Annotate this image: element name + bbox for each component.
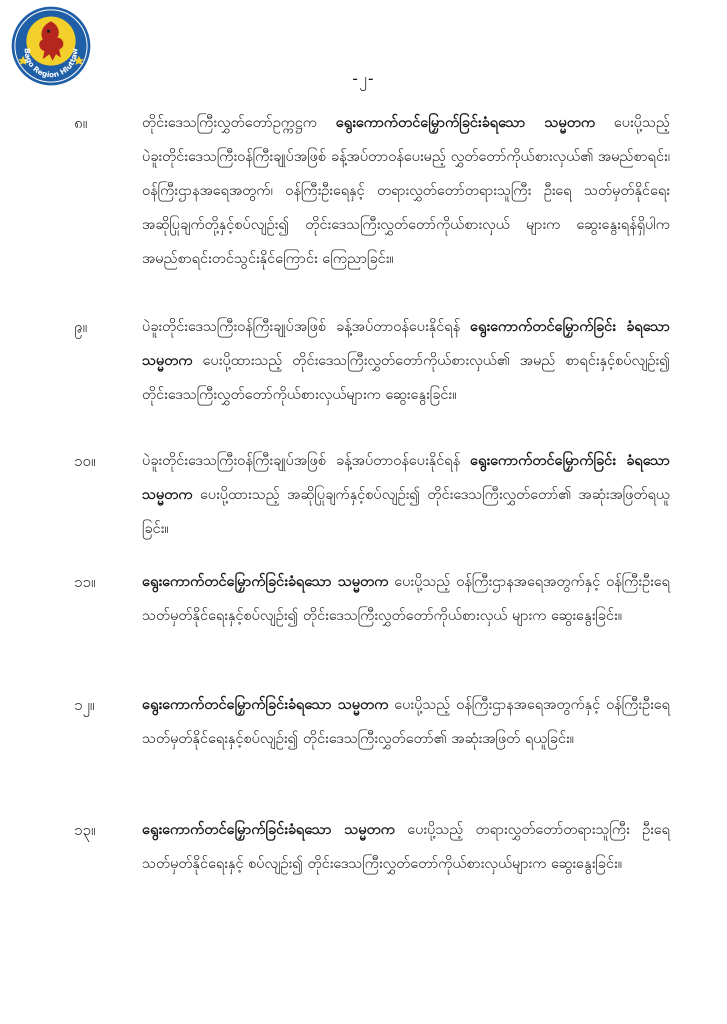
- item-text-bold: ရွေးကောက်တင်မြှောက်ခြင်းခံရသော သမ္မတက: [335, 115, 596, 131]
- item-text-post: ပေးပို့သည့် ဝန်ကြီးဌာနအရေအတွက်နှင့် ဝန်ကြီးဦးရေ သတ်မှတ်နိုင်ရေးနှင့်စပ်လျဉ်း၍ တိုင်းဒေသကြီးလွှတ်တော်ကိုယ်စားလှယ် များက ဆွေးနွေးခြင်း။: [142, 574, 670, 624]
- item-number: ၁၃။: [74, 821, 96, 839]
- item-text-post: ပေးပို့သည့် ဝန်ကြီးဌာနအရေအတွက်နှင့် ဝန်ကြီးဦးရေသတ်မှတ်နိုင်ရေးနှင့်စပ်လျဉ်း၍ တိုင်းဒေသကြီးလွှတ်တော်၏ အဆုံးအဖြတ် ရယူခြင်း။: [142, 697, 670, 747]
- logo-text: Bago Region Hluttaw: [22, 47, 80, 80]
- item-text-bold: ရွေးကောက်တင်မြှောက်ခြင်း ခံရသော သမ္မတက: [142, 453, 670, 503]
- item-text: [142, 688, 670, 756]
- item-text: [142, 813, 670, 881]
- item-text-bold: ရွေးကောက်တင်မြှောက်ခြင်းခံရသော သမ္မတက: [142, 574, 389, 590]
- item-text-bold: ရွေးကောက်တင်မြှောက်ခြင်းခံရသော သမ္မတက: [142, 822, 395, 838]
- item-text: [142, 565, 670, 633]
- item-text-bold: ရွေးကောက်တင်မြှောက်ခြင်း ခံရသော သမ္မတက: [142, 319, 670, 369]
- item-text-pre: ပဲခူးတိုင်းဒေသကြီးဝန်ကြီးချုပ်အဖြစ် ခန့်အပ်တာဝန်ပေးနိုင်ရန်: [142, 319, 471, 335]
- item-text-post: ပေးပို့သည့် တရားလွှတ်တော်တရားသူကြီး ဦးရေ သတ်မှတ်နိုင်ရေးနှင့် စပ်လျဉ်း၍ တိုင်းဒေသကြီးလွှတ်တော်ကိုယ်စားလှယ်များက ဆွေးနွေးခြင်း။: [142, 822, 670, 872]
- item-text: [142, 444, 670, 546]
- item-text-pre: ပဲခူးတိုင်းဒေသကြီးဝန်ကြီးချုပ်အဖြစ် ခန့်အပ်တာဝန်ပေးနိုင်ရန်: [142, 453, 471, 469]
- item-number: ၈။: [74, 114, 88, 132]
- item-text: [142, 310, 670, 412]
- page-number: -၂-: [352, 69, 375, 88]
- item-number: ၁၁။: [74, 573, 96, 591]
- item-text-post: ပေးပို့ထားသည့် တိုင်းဒေသကြီးလွှတ်တော်ကိုယ်စားလှယ်၏ အမည် စာရင်းနှင့်စပ်လျဉ်း၍ တိုင်းဒေသကြီးလွှတ်တော်ကိုယ်စားလှယ်များက ဆွေးနွေးခြင်း။: [142, 353, 670, 403]
- item-number: ၁၀။: [74, 452, 96, 470]
- item-text-bold: ရွေးကောက်တင်မြှောက်ခြင်းခံရသော သမ္မတက: [142, 697, 389, 713]
- item-text-post: ပေးပို့သည့် ပဲခူးတိုင်းဒေသကြီးဝန်ကြီးချုပ်အဖြစ် ခန့်အပ်တာဝန်ပေးမည့် လွှတ်တော်ကိုယ်စားလှယ်၏ အမည်စာရင်း၊ ဝန်ကြီးဌာနအရေအတွက်၊ ဝန်ကြီးဦးရေနှင့် တရားလွှတ်တော်တရားသူကြီး ဦးရေ သတ်မှတ်နိုင်ရေး အဆိုပြုချက်တို့နှင့်စပ်လျဉ်း၍ တိုင်းဒေသကြီးလွှတ်တော်ကိုယ်စားလှယ် များက ဆွေးနွေးရန်ရှိပါက အမည်စာရင်းတင်သွင်းနိုင်ကြောင်း ကြေညာခြင်း။: [142, 115, 670, 267]
- item-text-pre: တိုင်းဒေသကြီးလွှတ်တော်ဥက္ကဋ္ဌက: [142, 115, 336, 131]
- item-text: [142, 106, 670, 276]
- item-text-post: ပေးပို့ထားသည့် အဆိုပြုချက်နှင့်စပ်လျဉ်း၍ တိုင်းဒေသကြီးလွှတ်တော်၏ အဆုံးအဖြတ်ရယူခြင်း။: [142, 487, 670, 537]
- item-number: ၉။: [74, 318, 87, 336]
- item-number: ၁၂။: [74, 696, 95, 714]
